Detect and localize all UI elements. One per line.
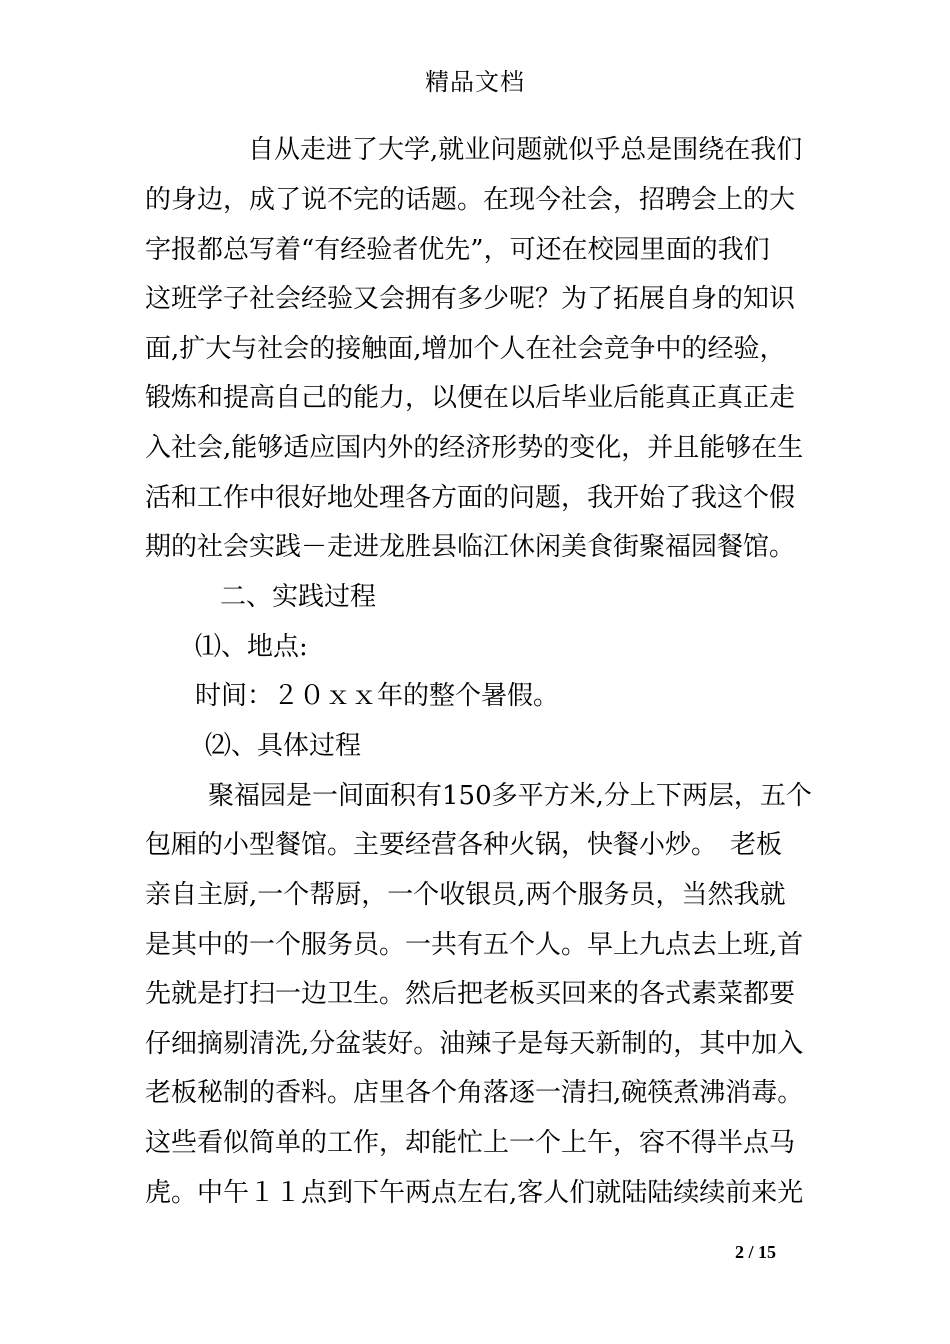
text-line: 入社会,能够适应国内外的经济形势的变化，并且能够在生 xyxy=(145,433,804,463)
text-line: 自从走进了大学,就业问题就似乎总是围绕在我们 xyxy=(248,135,803,165)
text-line: 亲自主厨,一个帮厨，一个收银员,两个服务员，当然我就 xyxy=(145,880,786,910)
text-line: 虎。中午１１点到下午两点左右,客人们就陆陆续续前来光 xyxy=(145,1178,804,1208)
subsection-heading: ⑵、具体过程 xyxy=(205,731,362,761)
page-number: 2 / 15 xyxy=(735,1242,777,1262)
text-line: 包厢的小型餐馆。主要经营各种火锅，快餐小炒。 老板 xyxy=(145,830,783,860)
text-line: 字报都总写着“有经验者优先”，可还在校园里面的我们 xyxy=(145,235,770,265)
text-line: 仔细摘剔清洗,分盆装好。油辣子是每天新制的，其中加入 xyxy=(145,1029,804,1059)
text-line: 时间：２０ｘｘ年的整个暑假。 xyxy=(195,681,560,711)
subsection-heading: ⑴、地点: xyxy=(195,632,308,662)
text-line: 是其中的一个服务员。一共有五个人。早上九点去上班,首 xyxy=(145,930,804,960)
text-line: 先就是打扫一边卫生。然后把老板买回来的各式素菜都要 xyxy=(145,979,796,1009)
text-line: 老板秘制的香料。店里各个角落逐一清扫,碗筷煮沸消毒。 xyxy=(145,1078,804,1108)
text-line: 这班学子社会经验又会拥有多少呢？为了拓展自身的知识 xyxy=(145,284,796,314)
text-line: 锻炼和提高自己的能力，以便在以后毕业后能真正真正走 xyxy=(145,383,796,413)
text-line: 这些看似简单的工作，却能忙上一个上午，容不得半点马 xyxy=(145,1128,796,1158)
text-line: 活和工作中很好地处理各方面的问题，我开始了我这个假 xyxy=(145,483,796,513)
section-heading: 二、实践过程 xyxy=(220,582,377,612)
text-line: 的身边，成了说不完的话题。在现今社会，招聘会上的大 xyxy=(145,185,796,215)
text-line: 期的社会实践－走进龙胜县临江休闲美食街聚福园餐馆。 xyxy=(145,532,796,562)
page-header-title: 精品文档 xyxy=(425,68,525,96)
text-line: 聚福园是一间面积有150多平方米,分上下两层，五个 xyxy=(208,781,812,811)
text-line: 面,扩大与社会的接触面,增加个人在社会竞争中的经验， xyxy=(145,334,786,364)
